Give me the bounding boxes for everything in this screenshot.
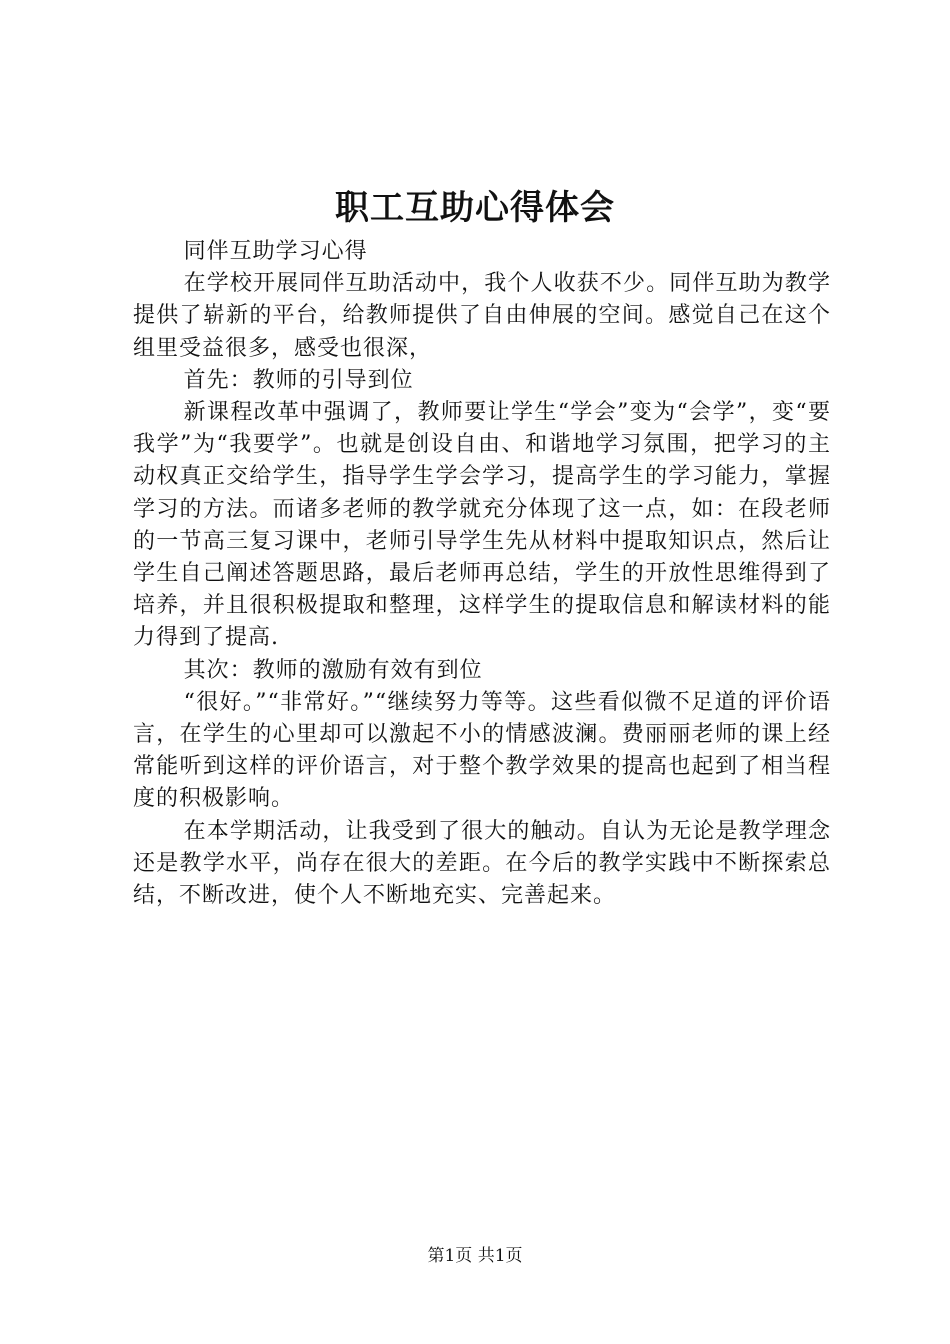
paragraph-heading-second: 其次：教师的激励有效有到位 (183, 657, 483, 683)
paragraph-heading-first: 首先：教师的引导到位 (183, 367, 414, 393)
document-body (133, 236, 831, 912)
paragraph-first-body: 新课程改革中强调了，教师要让学生“学会”变为“会学”，变“要我学”为“我要学”。也就是创设自由、和谐地学习氛围，把学习的主动权真正交给学生，指导学生学会学习，提高学生的学习能力，掌握学习的方法。而诸多老师的教学就充分体现了这一点，如：在段老师的一节高三复习课中，老师引导学生先从材料中提取知识点，然后让学生自己阐述答题思路，最后老师再总结，学生的开放性思维得到了培养，并且很积极提取和整理，这样学生的提取信息和解读材料的能力得到了提高. (133, 400, 831, 651)
paragraph-intro: 在学校开展同伴互助活动中，我个人收获不少。同伴互助为教学提供了崭新的平台，给教师提供了自由伸展的空间。感觉自己在这个组里受益很多，感受也很深， (133, 271, 831, 361)
page-footer: 第1页 共1页 (427, 1246, 523, 1266)
paragraph-second-body: “很好。”“非常好。”“继续努力等等。这些看似微不足道的评价语言，在学生的心里却可以激起不小的情感波澜。费丽丽老师的课上经常能听到这样的评价语言，对于整个教学效果的提高也起到了相当程度的积极影响。 (133, 689, 831, 812)
paragraph-subtitle: 同伴互助学习心得 (183, 239, 368, 264)
paragraph-conclusion: 在本学期活动，让我受到了很大的触动。自认为无论是教学理念还是教学水平，尚存在很大的差距。在今后的教学实践中不断探索总结，不断改进，使个人不断地充实、完善起来。 (133, 818, 831, 909)
document-title: 职工互助心得体会 (335, 188, 615, 228)
